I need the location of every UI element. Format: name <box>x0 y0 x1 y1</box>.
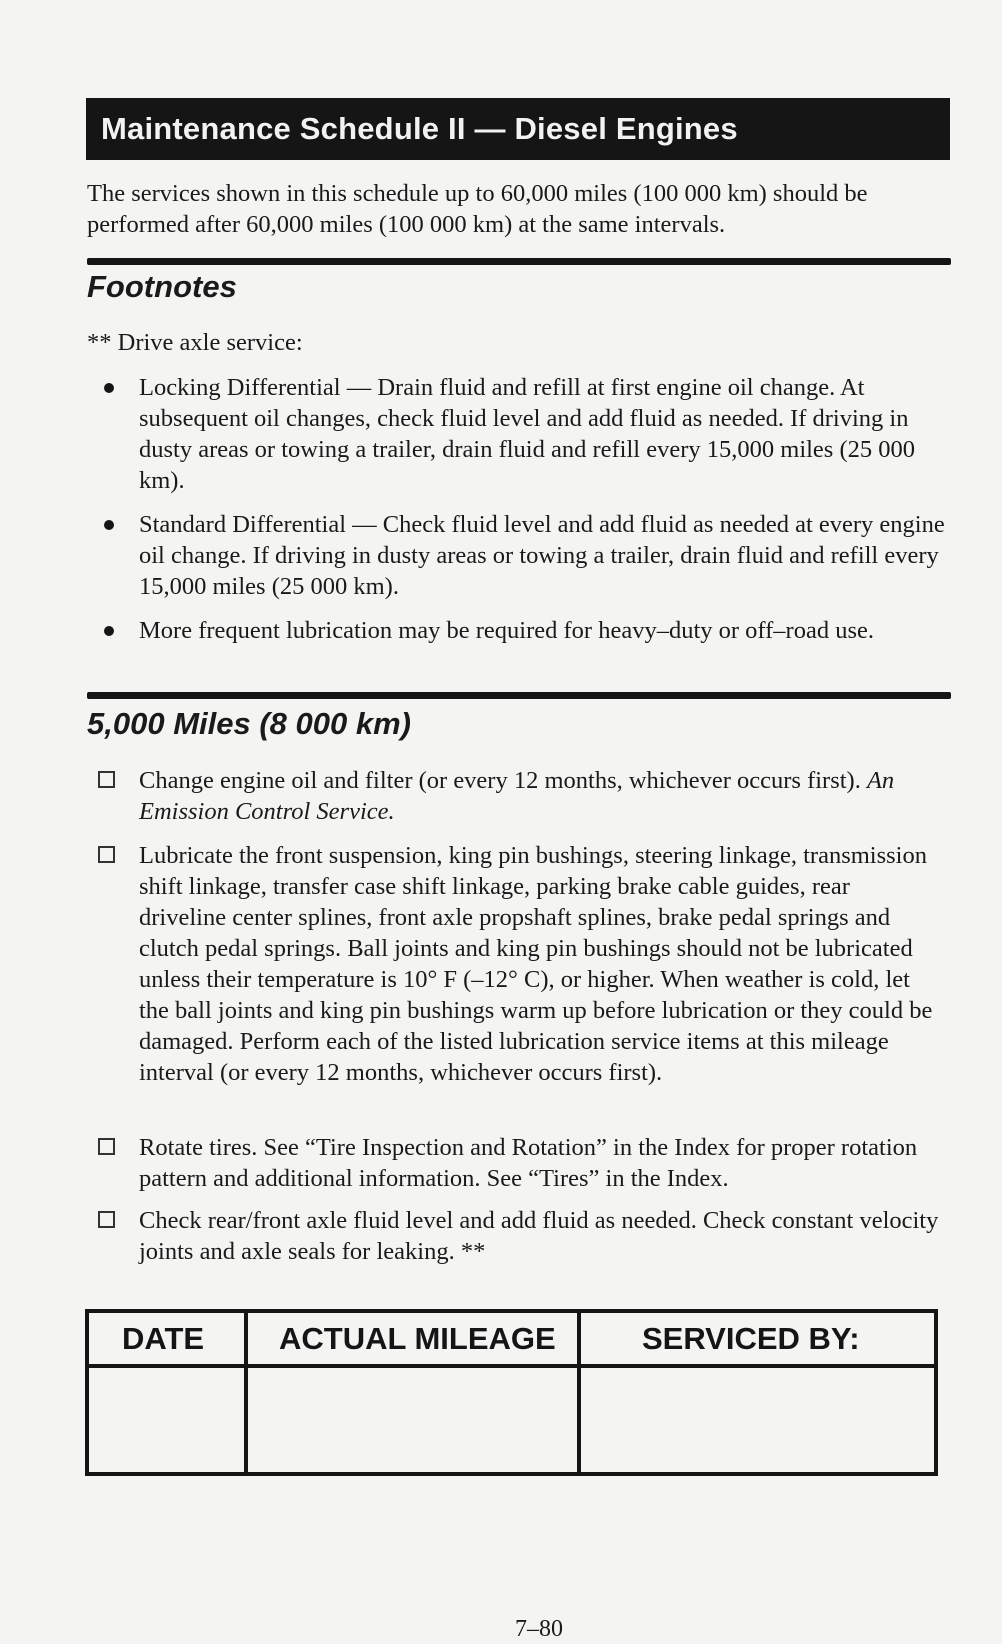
service-item-text: Lubricate the front suspension, king pin bushings, steering linkage, transmission shift linkage, transfer case shift linkage, parking brake cable guides, rear driveline center splines, front axle propshaft splines, brake pedal springs and clutch pedal springs. Ball joints and king pin bushings should not be lubricated unless their temperature is 10° F (–12° C), or higher. When weather is cold, let the ball joints and king pin bushings warm up before lubrication or they could be damaged. Perform each of the listed lubrication service items at this mileage interval (or every 12 months, whichever occurs first). <box>139 842 933 1086</box>
footnote-bullet <box>139 615 949 646</box>
bullet-icon <box>104 626 114 636</box>
bullet-icon <box>104 383 114 393</box>
intro-paragraph: The services shown in this schedule up to 60,000 miles (100 000 km) should be performed after 60,000 miles (100 000 km) at the same intervals. <box>87 180 868 238</box>
serviced-by-cell[interactable] <box>581 1368 934 1472</box>
checkbox-icon[interactable] <box>98 846 115 863</box>
checkbox-icon[interactable] <box>98 1138 115 1155</box>
service-item-text: Rotate tires. See “Tire Inspection and Rotation” in the Index for proper rotation pattern and additional information. See “Tires” in the Index. <box>139 1134 918 1192</box>
emission-note: An Emission Control Service. <box>139 767 895 825</box>
section-divider <box>87 692 951 699</box>
bullet-icon <box>104 520 114 530</box>
footnotes-heading: Footnotes <box>87 269 237 304</box>
service-item <box>139 1132 939 1194</box>
page-title: Maintenance Schedule II — Diesel Engines <box>86 98 950 160</box>
service-item <box>139 1205 939 1267</box>
footnote-bullet-text: Locking Differential — Drain fluid and refill at first engine oil change. At subsequent oil changes, check fluid level and add fluid as needed. If driving in dusty areas or towing a trailer, drain fluid and refill every 15,000 miles (25 000 km). <box>139 374 915 494</box>
serviced-by-column-header: SERVICED BY: <box>642 1321 860 1356</box>
footnote-bullet <box>139 509 949 602</box>
checkbox-icon[interactable] <box>98 771 115 788</box>
service-item-text: Change engine oil and filter (or every 12 months, whichever occurs first). <box>139 767 867 794</box>
footnote-bullet <box>139 372 949 496</box>
service-item-text: Check rear/front axle fluid level and add fluid as needed. Check constant velocity joints and axle seals for leaking. ** <box>139 1207 939 1265</box>
checkbox-icon[interactable] <box>98 1211 115 1228</box>
service-log-table <box>85 1309 938 1476</box>
footnote-bullet-text: Standard Differential — Check fluid level and add fluid as needed at every engine oil change. If driving in dusty areas or towing a trailer, drain fluid and refill every 15,000 miles (25 000 km). <box>139 511 945 600</box>
date-cell[interactable] <box>89 1368 244 1472</box>
footnote-intro: ** Drive axle service: <box>87 329 303 356</box>
interval-heading: 5,000 Miles (8 000 km) <box>87 706 411 741</box>
date-column-header: DATE <box>122 1321 205 1356</box>
footnote-bullet-text: More frequent lubrication may be required for heavy–duty or off–road use. <box>139 617 874 644</box>
service-item <box>139 840 939 1088</box>
page-number: 7–80 <box>515 1616 563 1642</box>
section-divider <box>87 258 951 265</box>
mileage-column-header: ACTUAL MILEAGE <box>279 1321 556 1356</box>
service-item <box>139 765 939 827</box>
mileage-cell[interactable] <box>248 1368 577 1472</box>
